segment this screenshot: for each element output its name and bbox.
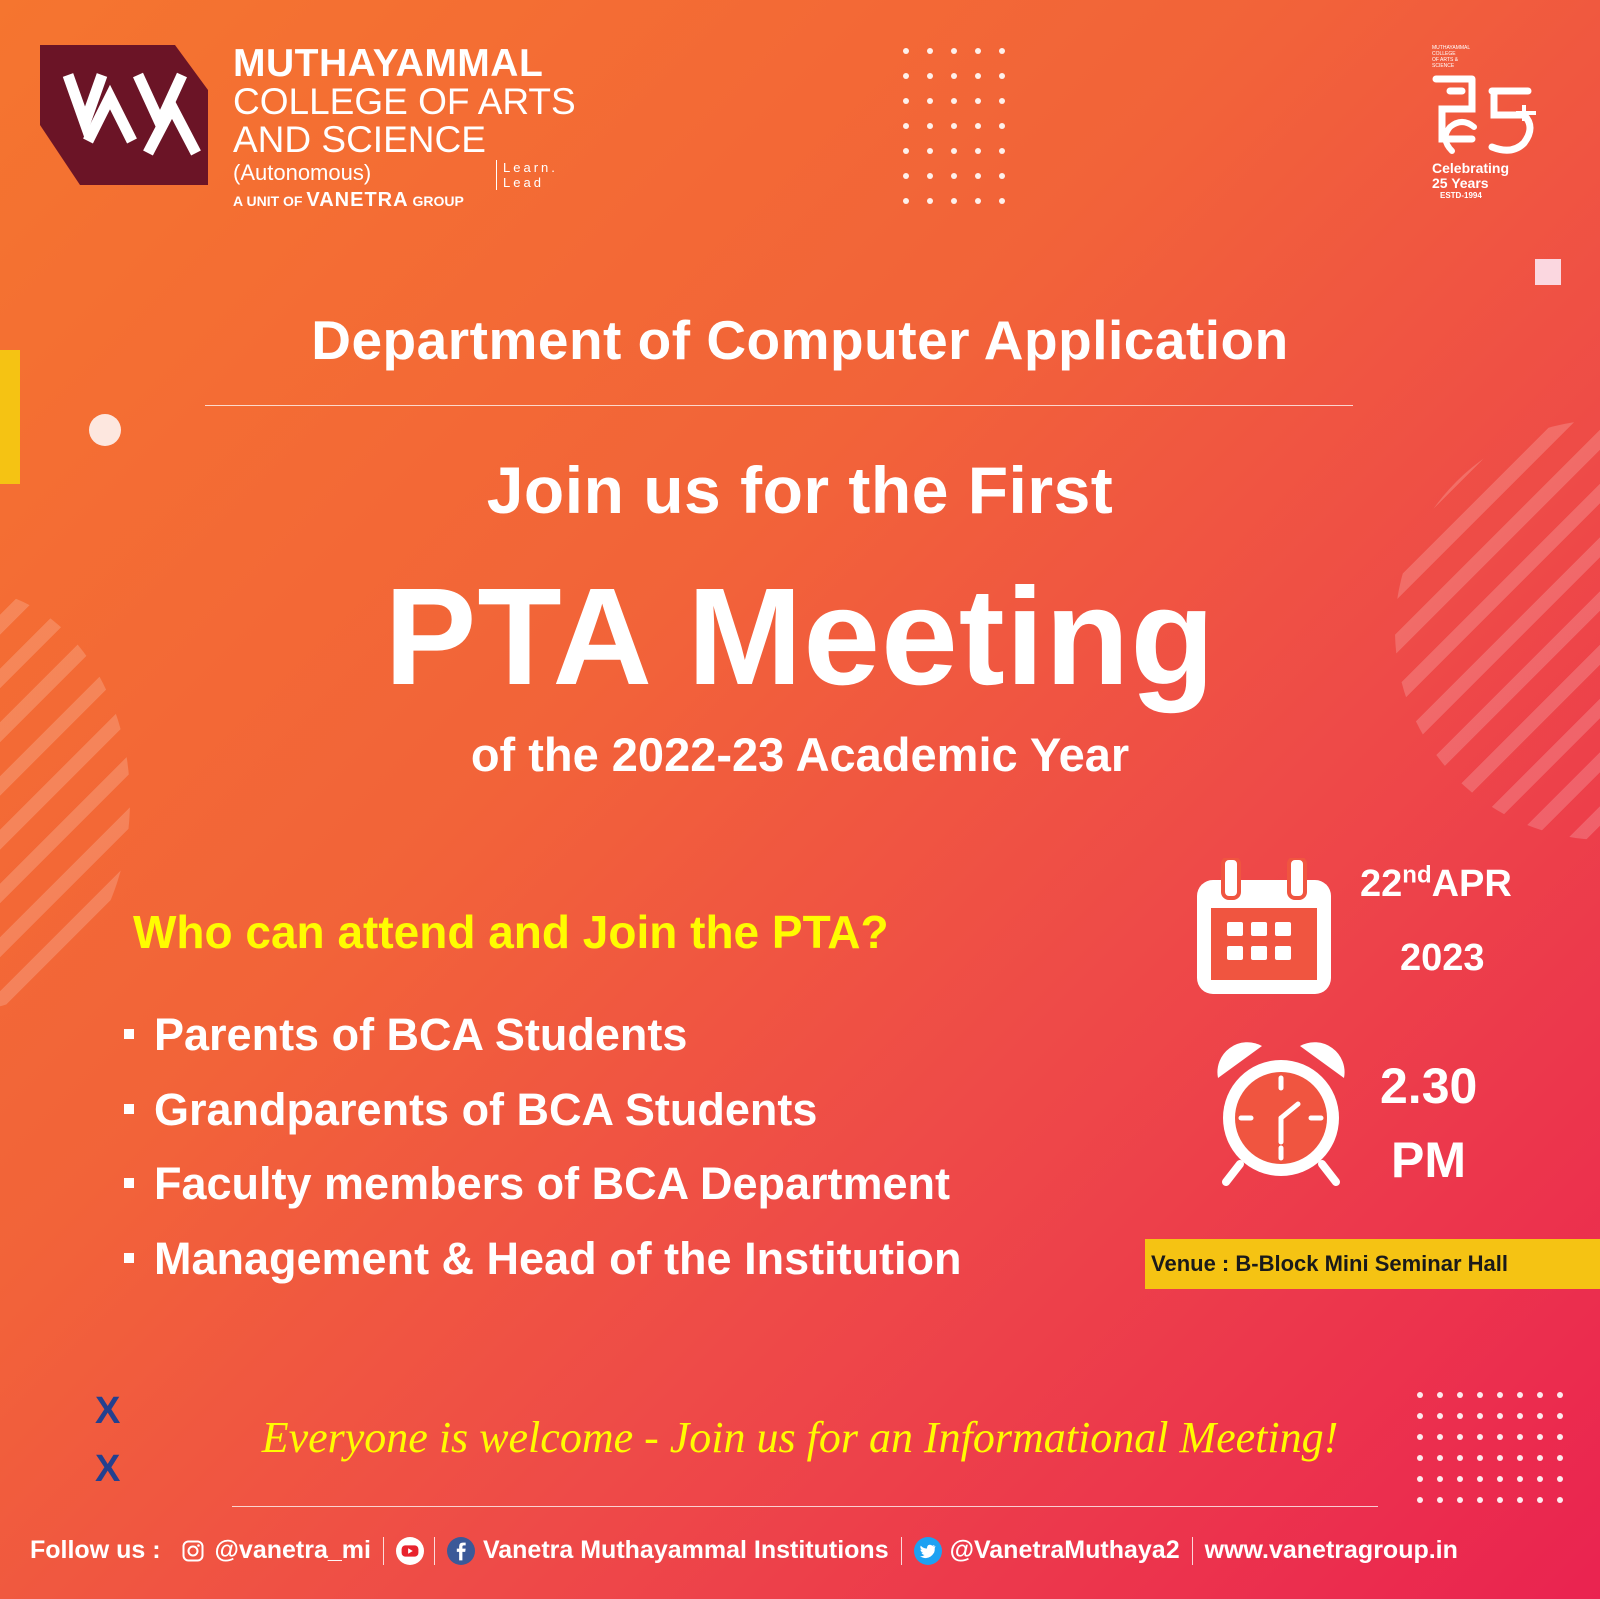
department-title: Department of Computer Application bbox=[311, 309, 1289, 371]
grid-dot bbox=[1497, 1476, 1503, 1482]
event-date bbox=[1360, 862, 1512, 906]
decorative-dot bbox=[89, 414, 121, 446]
event-year: 2023 bbox=[1400, 937, 1485, 979]
dot-grid-top bbox=[903, 48, 1005, 204]
grid-dot bbox=[927, 148, 933, 154]
event-day-suffix: nd bbox=[1402, 861, 1432, 889]
tagline-lead: Lead bbox=[503, 175, 544, 190]
event-day: 22 bbox=[1360, 863, 1403, 905]
grid-dot bbox=[999, 73, 1005, 79]
list-item bbox=[124, 1073, 962, 1148]
grid-dot bbox=[975, 123, 981, 129]
event-month: APR bbox=[1431, 863, 1512, 905]
grid-dot bbox=[903, 123, 909, 129]
grid-dot bbox=[1517, 1497, 1523, 1503]
grid-dot bbox=[1497, 1497, 1503, 1503]
badge-college-line: OF ARTS & bbox=[1432, 57, 1459, 63]
college-tagline bbox=[496, 160, 558, 190]
grid-dot bbox=[1537, 1392, 1543, 1398]
welcome-message: Everyone is welcome - Join us for an Informational Meeting! bbox=[261, 1413, 1339, 1462]
headline: PTA Meeting bbox=[384, 560, 1216, 714]
youtube-icon[interactable] bbox=[396, 1537, 424, 1565]
attendee-list bbox=[124, 998, 962, 1296]
list-item-label: Management & Head of the Institution bbox=[154, 1232, 962, 1284]
list-item bbox=[124, 1147, 962, 1222]
group-line bbox=[233, 189, 576, 212]
footer-separator bbox=[434, 1537, 435, 1565]
grid-dot bbox=[1477, 1476, 1483, 1482]
grid-dot bbox=[975, 73, 981, 79]
facebook-page[interactable]: Vanetra Muthayammal Institutions bbox=[482, 1536, 889, 1564]
grid-dot bbox=[975, 98, 981, 104]
grid-dot bbox=[1557, 1392, 1563, 1398]
grid-dot bbox=[1417, 1476, 1423, 1482]
venue-label: Venue : B-Block Mini Seminar Hall bbox=[1145, 1239, 1600, 1289]
college-name-line2: COLLEGE OF ARTS bbox=[233, 81, 576, 122]
alarm-clock-icon bbox=[1210, 1038, 1352, 1192]
grid-dot bbox=[1537, 1476, 1543, 1482]
invite-line1: Join us for the First bbox=[486, 453, 1114, 527]
calendar-icon bbox=[1193, 858, 1335, 1004]
anniversary-badge bbox=[1432, 45, 1560, 200]
grid-dot bbox=[903, 98, 909, 104]
list-item-label: Grandparents of BCA Students bbox=[154, 1083, 818, 1135]
grid-dot bbox=[903, 198, 909, 204]
badge-college-line: SCIENCE bbox=[1432, 63, 1455, 69]
x-mark: X bbox=[95, 1448, 121, 1490]
group-name: VANETRA bbox=[306, 189, 409, 211]
grid-dot bbox=[927, 73, 933, 79]
list-item-label: Faculty members of BCA Department bbox=[154, 1158, 951, 1209]
grid-dot bbox=[975, 173, 981, 179]
list-item bbox=[124, 1222, 962, 1297]
grid-dot bbox=[927, 48, 933, 54]
group-suffix: GROUP bbox=[412, 193, 464, 209]
grid-dot bbox=[951, 73, 957, 79]
grid-dot bbox=[1517, 1392, 1523, 1398]
badge-college-line: COLLEGE bbox=[1432, 51, 1456, 57]
badge-celebrating: Celebrating bbox=[1432, 160, 1510, 176]
follow-label: Follow us : bbox=[30, 1536, 161, 1564]
grid-dot bbox=[1437, 1392, 1443, 1398]
badge-estd: ESTD-1994 bbox=[1440, 191, 1482, 200]
grid-dot bbox=[1477, 1392, 1483, 1398]
twitter-handle[interactable]: @VanetraMuthaya2 bbox=[949, 1536, 1180, 1564]
bullet bbox=[124, 1178, 134, 1188]
website-link[interactable]: www.vanetragroup.in bbox=[1204, 1536, 1458, 1564]
grid-dot bbox=[1537, 1497, 1543, 1503]
grid-dot bbox=[951, 98, 957, 104]
grid-dot bbox=[903, 173, 909, 179]
grid-dot bbox=[1457, 1497, 1463, 1503]
divider-bottom bbox=[232, 1506, 1378, 1507]
grid-dot bbox=[999, 173, 1005, 179]
grid-dot bbox=[999, 123, 1005, 129]
list-item-label: Parents of BCA Students bbox=[154, 1009, 688, 1060]
footer-separator bbox=[1192, 1537, 1193, 1565]
bullet bbox=[124, 1029, 134, 1039]
event-meridiem: PM bbox=[1391, 1132, 1466, 1188]
grid-dot bbox=[975, 198, 981, 204]
anniversary-25-emblem bbox=[1432, 69, 1542, 161]
grid-dot bbox=[999, 148, 1005, 154]
tagline-learn: Learn. bbox=[503, 160, 558, 175]
grid-dot bbox=[1497, 1392, 1503, 1398]
badge-years: 25 Years bbox=[1432, 175, 1489, 191]
academic-year-line: of the 2022-23 Academic Year bbox=[470, 728, 1130, 781]
college-name-line3: AND SCIENCE bbox=[233, 119, 486, 160]
grid-dot bbox=[903, 148, 909, 154]
footer-separator bbox=[901, 1537, 902, 1565]
grid-dot bbox=[975, 48, 981, 54]
grid-dot bbox=[927, 123, 933, 129]
college-logo bbox=[40, 45, 208, 185]
grid-dot bbox=[951, 198, 957, 204]
grid-dot bbox=[975, 148, 981, 154]
instagram-icon[interactable] bbox=[179, 1537, 207, 1565]
grid-dot bbox=[1437, 1497, 1443, 1503]
college-name: MUTHAYAMMAL bbox=[233, 42, 544, 85]
grid-dot bbox=[1437, 1476, 1443, 1482]
list-item bbox=[124, 998, 962, 1073]
footer-separator bbox=[383, 1537, 384, 1565]
decorative-square bbox=[1535, 259, 1561, 285]
grid-dot bbox=[1417, 1497, 1423, 1503]
instagram-handle[interactable]: @vanetra_mi bbox=[214, 1536, 371, 1564]
twitter-icon[interactable] bbox=[914, 1537, 942, 1565]
social-footer bbox=[30, 1536, 1458, 1565]
bullet bbox=[124, 1253, 134, 1263]
grid-dot bbox=[1557, 1476, 1563, 1482]
grid-dot bbox=[951, 173, 957, 179]
grid-dot bbox=[999, 48, 1005, 54]
facebook-icon[interactable] bbox=[447, 1537, 475, 1565]
divider-top bbox=[205, 405, 1353, 406]
grid-dot bbox=[927, 98, 933, 104]
grid-dot bbox=[903, 48, 909, 54]
badge-college-line: MUTHAYAMMAL bbox=[1432, 45, 1471, 51]
attendance-question: Who can attend and Join the PTA? bbox=[133, 906, 889, 958]
grid-dot bbox=[927, 198, 933, 204]
bullet bbox=[124, 1104, 134, 1114]
grid-dot bbox=[951, 148, 957, 154]
unit-prefix: A UNIT OF bbox=[233, 193, 303, 209]
grid-dot bbox=[1417, 1392, 1423, 1398]
x-mark: X bbox=[95, 1390, 121, 1432]
badge-college-lines bbox=[1432, 45, 1560, 69]
college-status: (Autonomous) bbox=[233, 160, 372, 185]
grid-dot bbox=[903, 73, 909, 79]
grid-dot bbox=[1477, 1497, 1483, 1503]
grid-dot bbox=[927, 173, 933, 179]
grid-dot bbox=[999, 198, 1005, 204]
grid-dot bbox=[1557, 1497, 1563, 1503]
grid-dot bbox=[1457, 1476, 1463, 1482]
grid-dot bbox=[1517, 1476, 1523, 1482]
grid-dot bbox=[951, 48, 957, 54]
grid-dot bbox=[951, 123, 957, 129]
grid-dot bbox=[999, 98, 1005, 104]
grid-dot bbox=[1457, 1392, 1463, 1398]
event-time: 2.30 bbox=[1380, 1058, 1478, 1114]
